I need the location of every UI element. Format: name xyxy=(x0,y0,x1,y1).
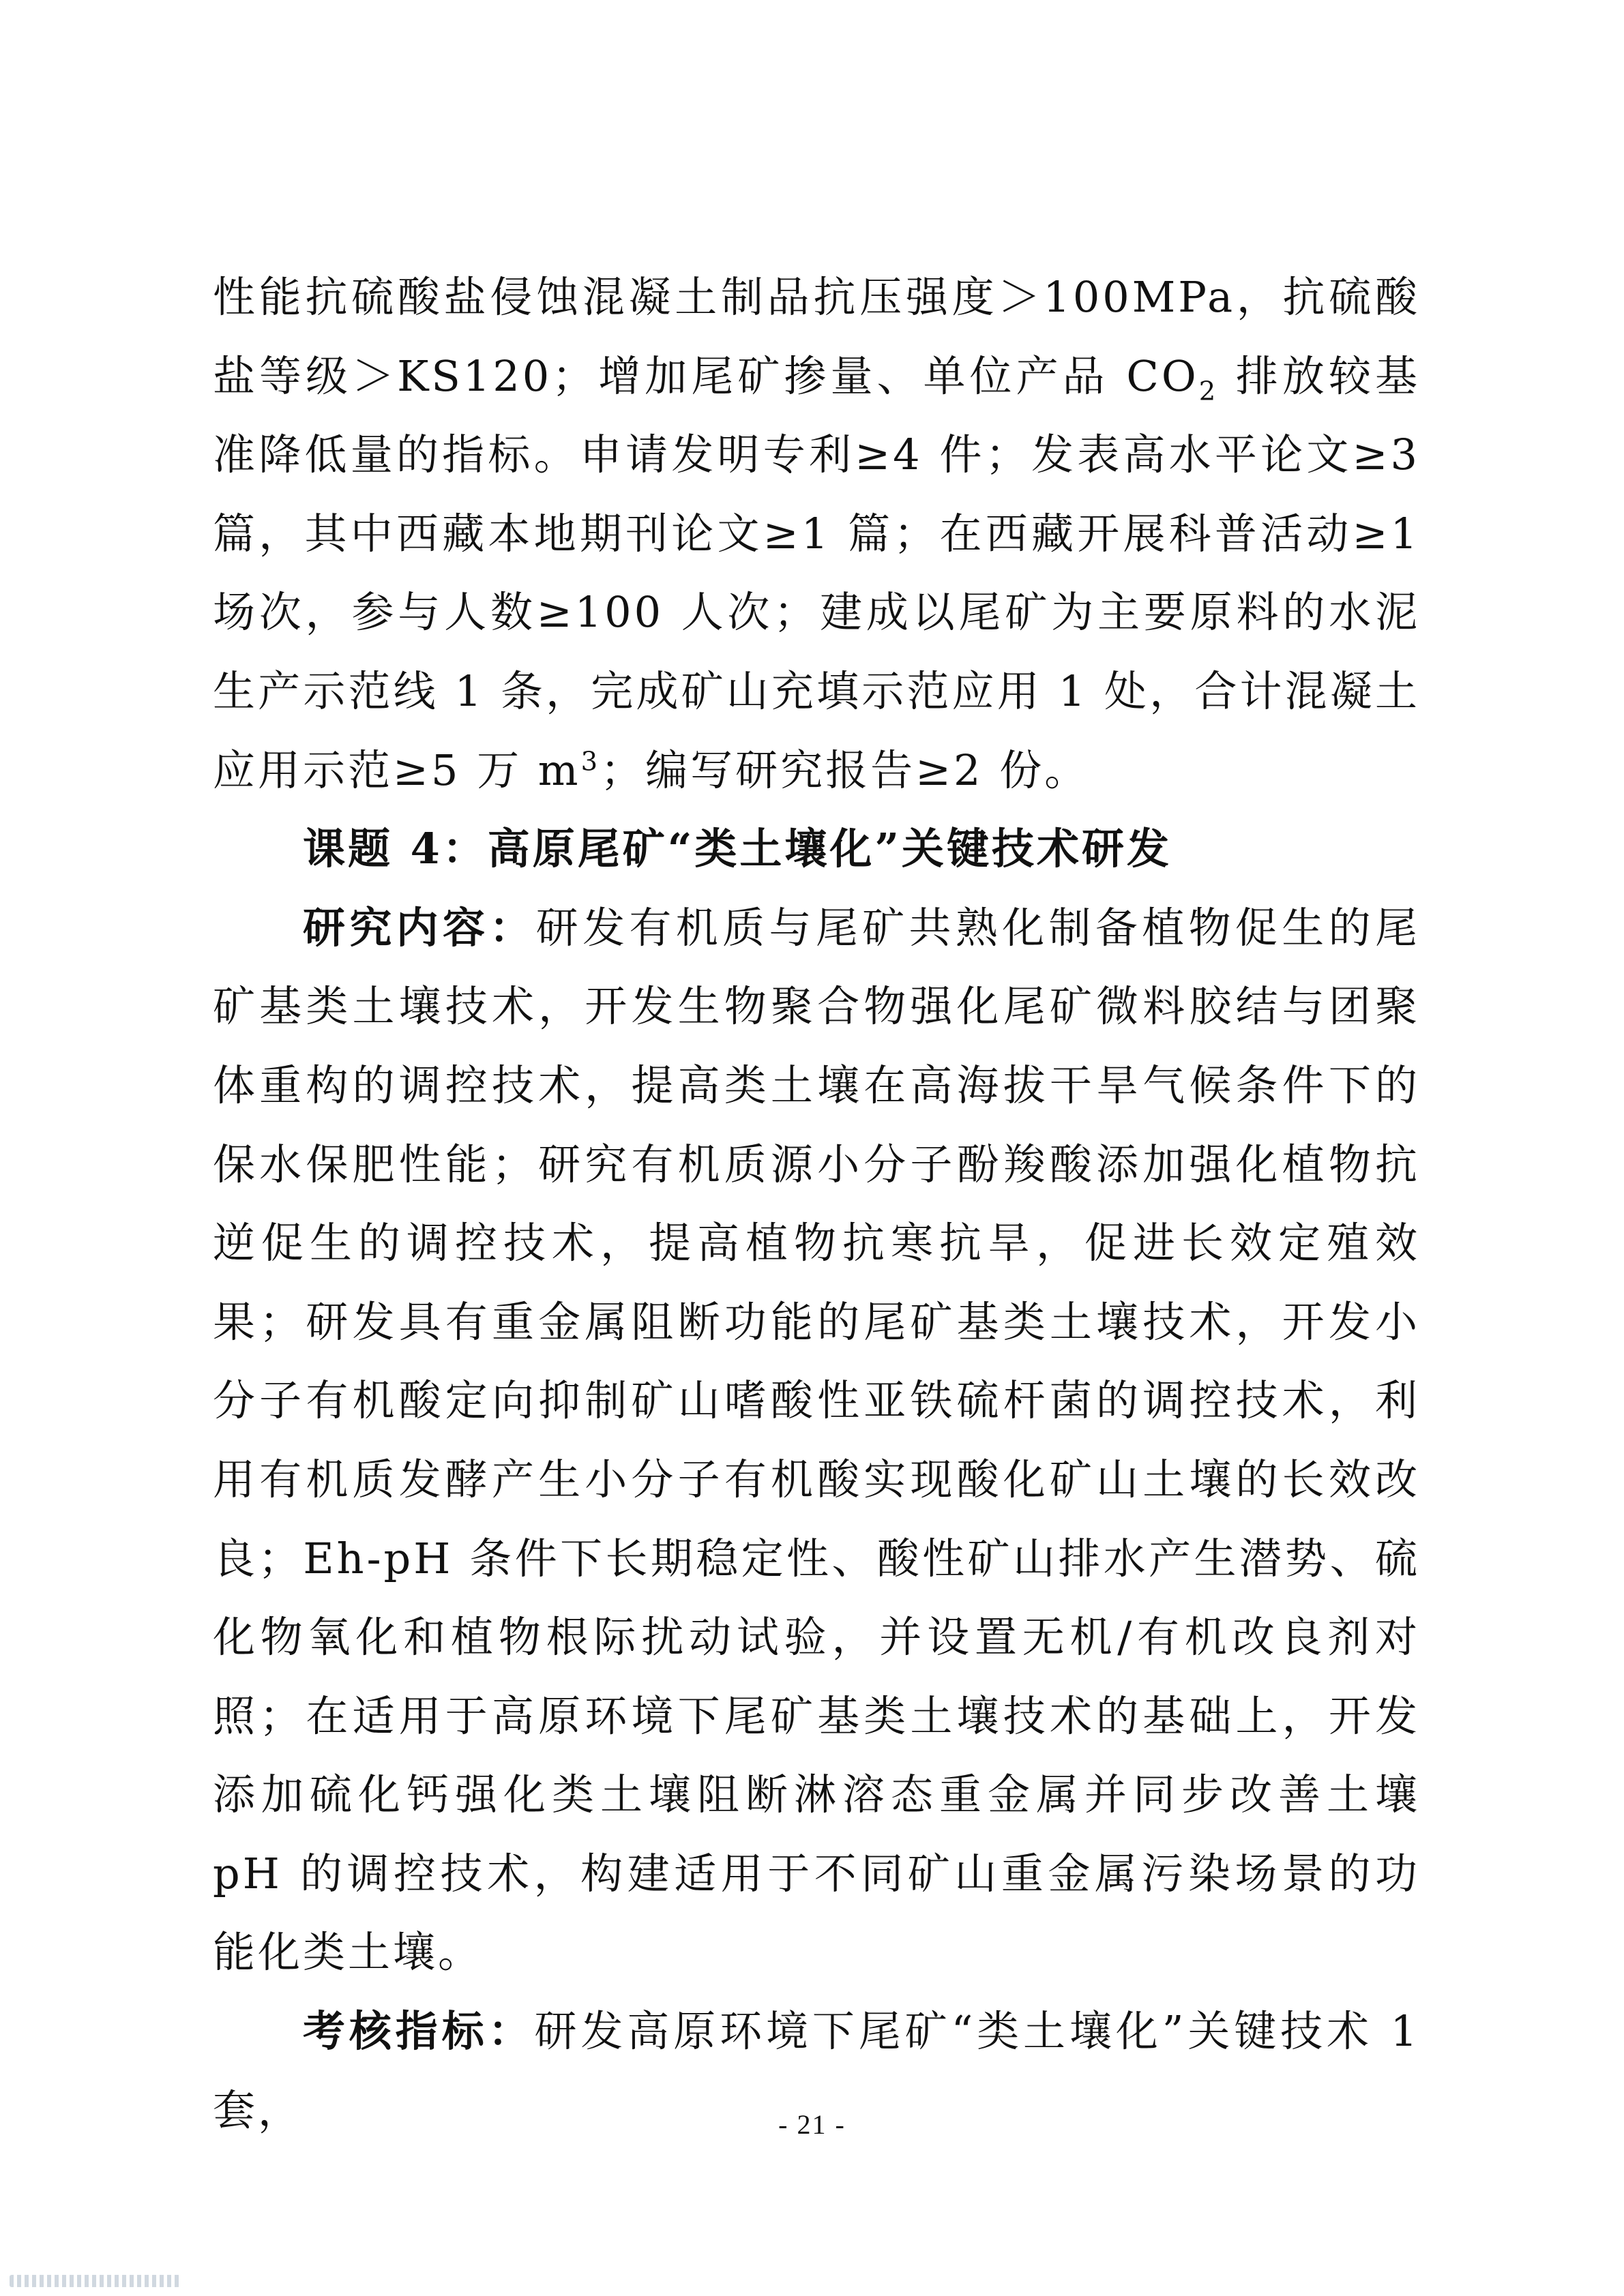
paragraph-text-part-2: 排放较基准降低量的指标。申请发明专利≥4 件；发表高水平论文≥3 篇，其中西藏本地期刊论文≥1 篇；在西藏开展科普活动≥1 场次，参与人数≥100 人次；建成以尾矿为主要原料的水泥生产示范线 1 条，完成矿山充填示范应用 1 处，合计混凝土应用示范≥5 万 m xyxy=(213,351,1420,795)
paragraph-text-part-3: ；编写研究报告≥2 份。 xyxy=(600,745,1090,795)
m3-superscript: 3 xyxy=(580,745,601,777)
co2-subscript: 2 xyxy=(1198,375,1219,406)
paragraph-indicators-continued xyxy=(213,258,1420,809)
paragraph-text-part-1: 性能抗硫酸盐侵蚀混凝土制品抗压强度＞100MPa，抗硫酸盐等级＞KS120；增加尾矿掺量、单位产品 CO xyxy=(213,272,1420,401)
watermark xyxy=(10,2275,180,2287)
body-text xyxy=(213,258,1420,2149)
research-content-label: 研究内容： xyxy=(303,902,536,953)
assessment-label: 考核指标： xyxy=(303,2006,535,2057)
assessment-text: 研发高原环境下尾矿“类土壤化”关键技术 1 套， xyxy=(213,2006,1420,2135)
topic-heading: 课题 4：高原尾矿“类土壤化”关键技术研发 xyxy=(303,824,1172,874)
page-number: - 21 - xyxy=(778,2109,846,2140)
research-content-text: 研发有机质与尾矿共熟化制备植物促生的尾矿基类土壤技术，开发生物聚合物强化尾矿微料胶结与团聚体重构的调控技术，提高类土壤在高海拔干旱气候条件下的保水保肥性能；研究有机质源小分子酚羧酸添加强化植物抗逆促生的调控技术，提高植物抗寒抗旱，促进长效定殖效果；研发具有重金属阻断功能的尾矿基类土壤技术，开发小分子有机酸定向抑制矿山嗜酸性亚铁硫杆菌的调控技术，利用有机质发酵产生小分子有机酸实现酸化矿山土壤的长效改良；Eh-pH 条件下长期稳定性、酸性矿山排水产生潜势、硫化物氧化和植物根际扰动试验，并设置无机/有机改良剂对照；在适用于高原环境下尾矿基类土壤技术的基础上，开发添加硫化钙强化类土壤阻断淋溶态重金属并同步改善土壤 pH 的调控技术，构建适用于不同矿山重金属污染场景的功能化类土壤。 xyxy=(213,902,1420,1978)
research-content-paragraph xyxy=(213,889,1420,1992)
